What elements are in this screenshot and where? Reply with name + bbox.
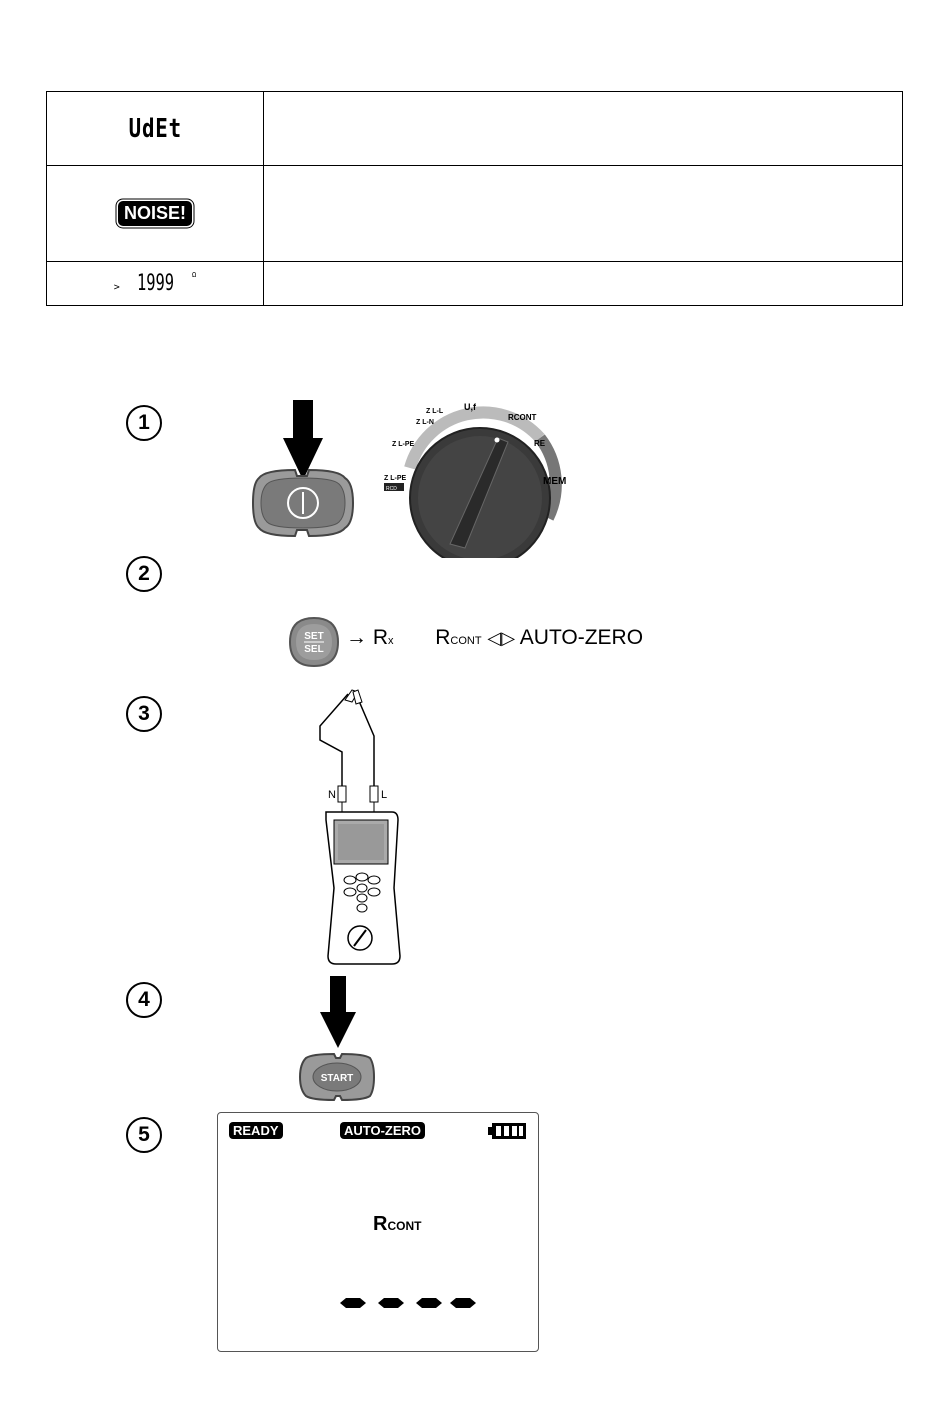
dash-segment xyxy=(450,1298,476,1308)
meter-with-shorted-leads xyxy=(300,688,410,970)
press-arrow-icon xyxy=(283,400,323,480)
udet-symbol: UdEt xyxy=(128,113,182,144)
dial-label-zll: Z L-L xyxy=(426,408,444,415)
lcd-display xyxy=(217,1112,539,1352)
lead-l-label: L xyxy=(381,789,388,801)
step-3-badge: 3 xyxy=(126,696,162,732)
symbol-cell xyxy=(47,92,264,166)
dash-segment xyxy=(416,1298,442,1308)
dash-segment xyxy=(340,1298,366,1308)
noise-badge: NOISE! xyxy=(118,201,192,226)
overrange-prefix: > xyxy=(113,282,120,293)
rcont-sub: CONT xyxy=(387,1219,422,1233)
dashes-readout xyxy=(338,1293,478,1313)
description-cell xyxy=(264,262,903,306)
dial-label-zln: Z L-N xyxy=(416,419,434,426)
dial-label-zlpe-rcd: Z L-PE xyxy=(384,475,407,482)
dial-label-uf: U,f xyxy=(464,402,476,412)
rotary-switch-illustration xyxy=(380,398,580,558)
table-row xyxy=(47,262,903,306)
description-cell xyxy=(264,92,903,166)
ready-badge: READY xyxy=(229,1122,283,1139)
svg-text:RCD: RCD xyxy=(386,486,397,492)
message-table xyxy=(46,91,903,306)
set-sel-button[interactable] xyxy=(288,616,340,668)
dash-segment xyxy=(378,1298,404,1308)
start-button-illustration xyxy=(296,974,376,1102)
rcont-label: R xyxy=(435,626,451,649)
rx-label: R xyxy=(372,626,389,649)
dial-label-mem: MEM xyxy=(543,476,567,487)
description-cell xyxy=(264,166,903,262)
rcont-mode-label xyxy=(373,1213,421,1236)
dial-label-rcont: RCONT xyxy=(508,413,537,422)
auto-zero-label: AUTO-ZERO xyxy=(519,626,644,649)
dial-label-re: RE xyxy=(534,439,546,448)
rcont-main: R xyxy=(373,1213,388,1235)
overrange-value: 1999 xyxy=(137,271,175,296)
lead-n-label: N xyxy=(328,789,336,801)
overrange-symbol xyxy=(113,271,197,296)
press-arrow-icon xyxy=(320,976,356,1048)
symbol-cell xyxy=(47,166,264,262)
table-row xyxy=(47,166,903,262)
sel-label: SEL xyxy=(304,644,324,655)
table-row xyxy=(47,92,903,166)
left-right-arrows-icon: ◁▷ xyxy=(487,628,516,648)
step-5-badge: 5 xyxy=(126,1117,162,1153)
set-label: SET xyxy=(304,631,324,642)
battery-icon xyxy=(488,1122,528,1140)
step2-instruction xyxy=(346,626,643,650)
symbol-cell xyxy=(47,262,264,306)
step-1-badge: 1 xyxy=(126,405,162,441)
dial-label-zlpe: Z L-PE xyxy=(392,441,415,448)
rx-subscript: x xyxy=(388,635,394,647)
rcont-subscript: CONT xyxy=(450,635,482,647)
power-button-illustration xyxy=(245,398,365,540)
step-4-badge: 4 xyxy=(126,982,162,1018)
arrow-right-icon: → xyxy=(346,626,367,649)
auto-zero-badge: AUTO-ZERO xyxy=(340,1122,425,1139)
step-2-badge: 2 xyxy=(126,556,162,592)
overrange-unit: Ω xyxy=(192,271,197,279)
start-label: START xyxy=(320,1073,354,1084)
